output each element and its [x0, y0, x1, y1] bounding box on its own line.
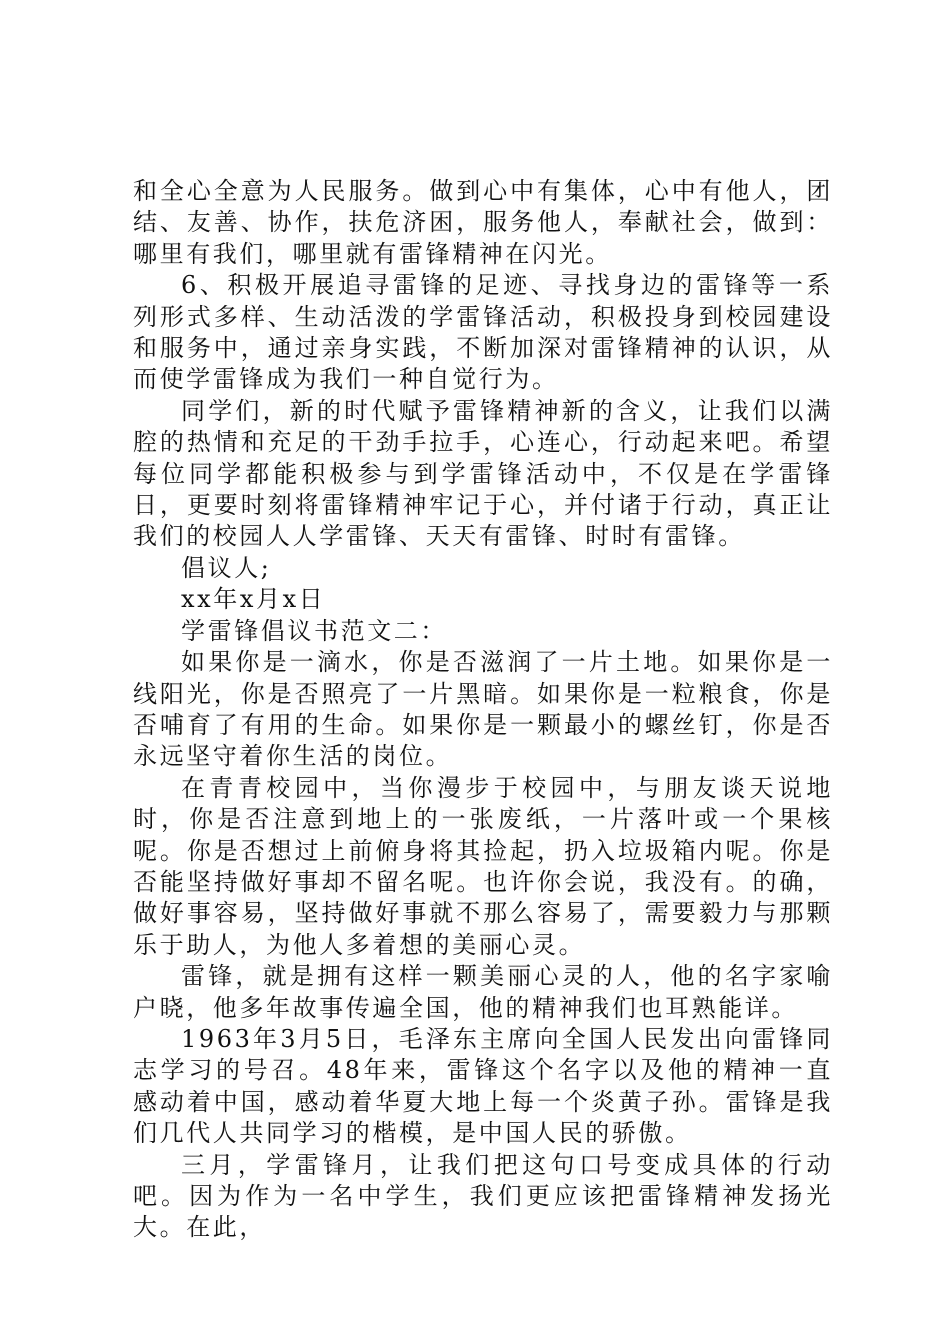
document-body: [133, 176, 833, 1244]
paragraph-appeal: 同学们，新的时代赋予雷锋精神新的含义，让我们以满腔的热情和充足的干劲手拉手，心连心，行动起来吧。希望每位同学都能积极参与到学雷锋活动中，不仅是在学雷锋日，更要时刻将雷锋精神牢记于心，并付诸于行动，真正让我们的校园人人学雷锋、天天有雷锋、时时有雷锋。: [133, 396, 833, 551]
paragraph-campus: 在青青校园中，当你漫步于校园中，与朋友谈天说地时，你是否注意到地上的一张废纸，一片落叶或一个果核呢。你是否想过上前俯身将其捡起，扔入垃圾箱内呢。你是否能坚持做好事却不留名呢。也许你会说，我没有。的确，做好事容易，坚持做好事就不那么容易了，需要毅力与那颗乐于助人，为他人多着想的美丽心灵。: [133, 773, 833, 959]
paragraph-leifeng: 雷锋，就是拥有这样一颗美丽心灵的人，他的名字家喻户晓，他多年故事传遍全国，他的精神我们也耳熟能详。: [133, 962, 833, 1022]
paragraph-item-6: 6、积极开展追寻雷锋的足迹、寻找身边的雷锋等一系列形式多样、生动活泼的学雷锋活动，积极投身到校园建设和服务中，通过亲身实践，不断加深对雷锋精神的认识，从而使学雷锋成为我们一种自觉行为。: [133, 271, 833, 394]
paragraph-continuation: 和全心全意为人民服务。做到心中有集体，心中有他人，团结、友善、协作，扶危济困，服务他人，奉献社会，做到：哪里有我们，哪里就有雷锋精神在闪光。: [133, 177, 833, 268]
paragraph-1963: 1963年3月5日，毛泽东主席向全国人民发出向雷锋同志学习的号召。48年来，雷锋这个名字以及他的精神一直感动着中国，感动着华夏大地上每一个炎黄子孙。雷锋是我们几代人共同学习的楷模，是中国人民的骄傲。: [133, 1024, 833, 1148]
date-line: xx年x月x日: [181, 585, 326, 614]
paragraph-march: 三月，学雷锋月，让我们把这句口号变成具体的行动吧。因为作为一名中学生，我们更应该把雷锋精神发扬光大。在此，: [133, 1150, 833, 1242]
section-heading: 学雷锋倡议书范文二：: [181, 616, 447, 645]
paragraph-water-drop: 如果你是一滴水，你是否滋润了一片土地。如果你是一线阳光，你是否照亮了一片黑暗。如果你是一粒粮食，你是否哺育了有用的生命。如果你是一颗最小的螺丝钉，你是否永远坚守着你生活的岗位。: [133, 648, 833, 771]
signature-line: 倡议人;: [181, 553, 272, 582]
